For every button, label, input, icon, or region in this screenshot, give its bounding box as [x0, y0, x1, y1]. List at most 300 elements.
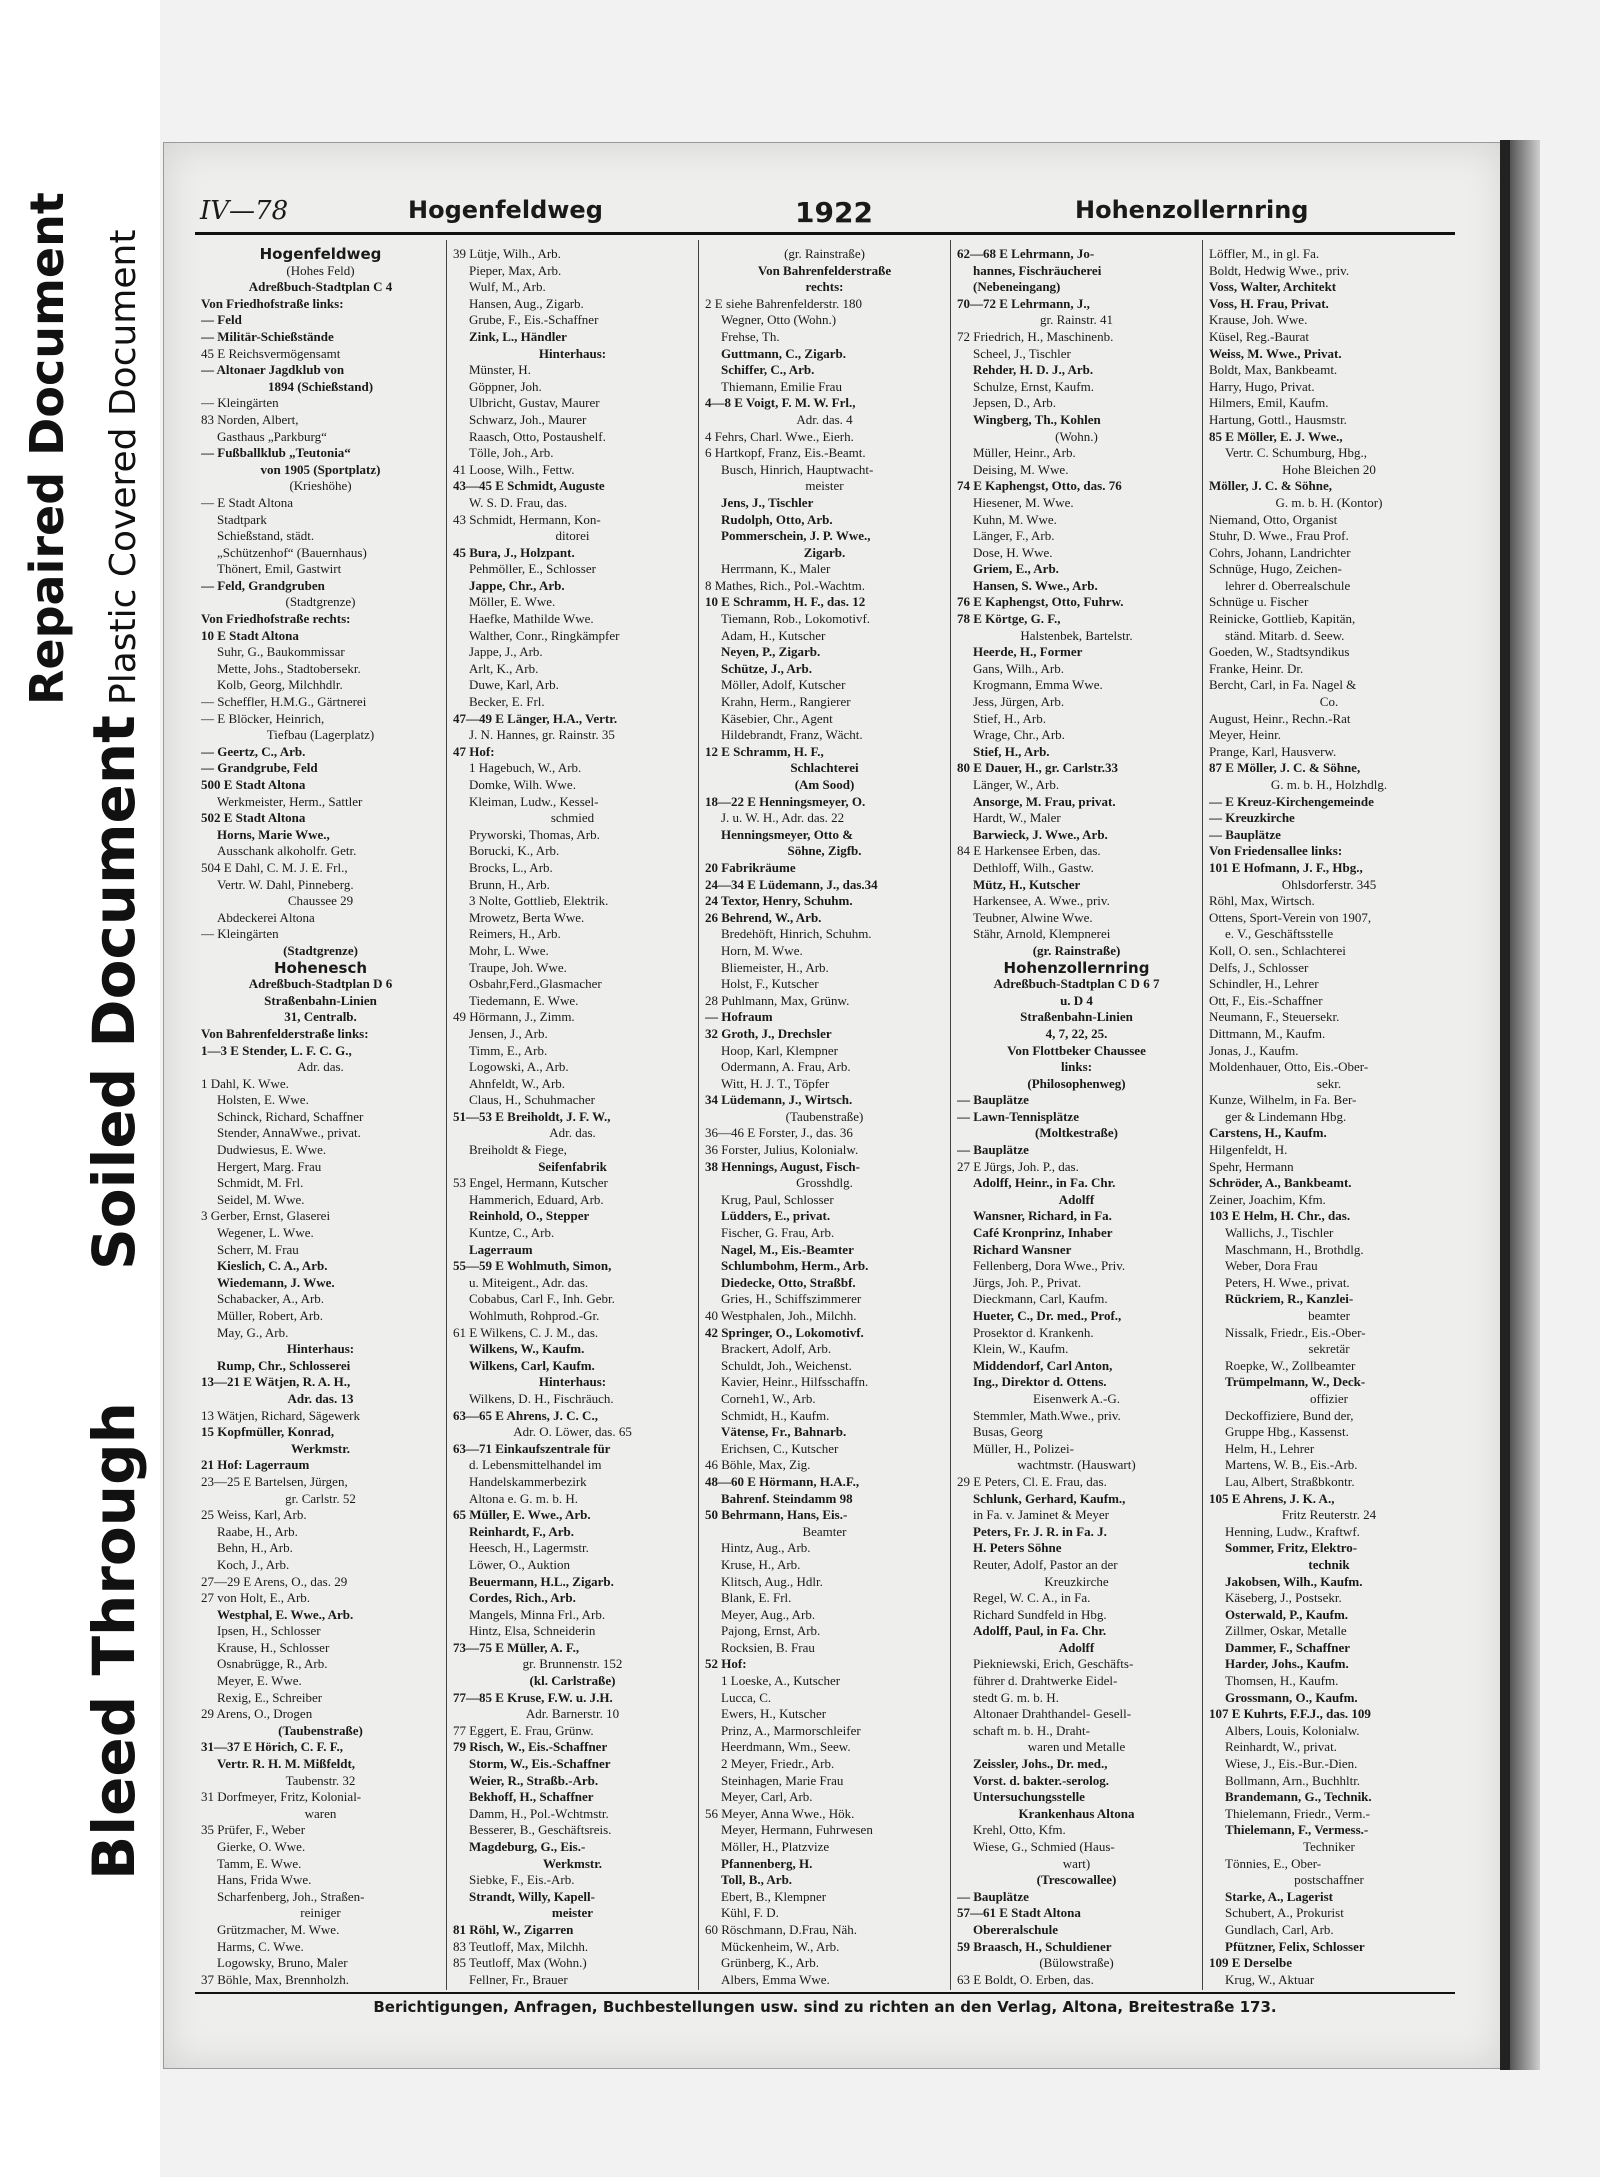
directory-entry: Schießstand, städt. — [217, 528, 315, 544]
directory-entry: Schinck, Richard, Schaffner — [217, 1108, 364, 1124]
directory-entry: Voss, H. Frau, Privat. — [1209, 295, 1329, 311]
directory-entry: Ewers, H., Kutscher — [721, 1706, 827, 1722]
directory-entry: Fischer, G. Frau, Arb. — [721, 1225, 835, 1241]
directory-entry: Harms, C. Wwe. — [217, 1938, 304, 1954]
directory-entry: Teubner, Alwine Wwe. — [973, 909, 1093, 925]
directory-entry: 3 Gerber, Ernst, Glaserei — [201, 1208, 331, 1224]
directory-entry: Ipsen, H., Schlosser — [217, 1623, 321, 1639]
directory-entry: 76 E Kaphengst, Otto, Fuhrw. — [957, 594, 1124, 610]
label-repaired: Repaired Document — [20, 192, 74, 705]
directory-entry: Rocksien, B. Frau — [721, 1639, 815, 1655]
directory-entry: Möller, Adolf, Kutscher — [721, 677, 846, 693]
directory-entry: Mrowetz, Berta Wwe. — [469, 909, 585, 925]
directory-entry: 47—49 E Länger, H.A., Vertr. — [453, 710, 618, 726]
directory-entry: Helm, H., Lehrer — [1225, 1440, 1315, 1456]
directory-entry: Cordes, Rich., Arb. — [469, 1590, 576, 1606]
directory-entry: (Taubenstraße) — [785, 1108, 864, 1124]
directory-entry: Reinhardt, F., Arb. — [469, 1523, 574, 1539]
directory-entry: Länger, F., Arb. — [973, 528, 1055, 544]
directory-entry: Bercht, Carl, in Fa. Nagel & — [1209, 677, 1357, 693]
directory-entry: Prange, Karl, Hausverw. — [1209, 743, 1337, 759]
directory-entry: Altonaer Drahthandel- Gesell- — [973, 1706, 1132, 1722]
directory-entry: Sommer, Fritz, Elektro- — [1225, 1540, 1358, 1556]
directory-entry: Jürgs, Joh. P., Privat. — [973, 1274, 1082, 1290]
directory-entry: Mangels, Minna Frl., Arb. — [469, 1606, 606, 1622]
directory-entry: Jepsen, D., Arb. — [973, 395, 1057, 411]
directory-entry: gr. Rainstr. 41 — [1040, 312, 1113, 328]
directory-entry: 55—59 E Wohlmuth, Simon, — [453, 1258, 612, 1274]
directory-entry: 13—21 E Wätjen, R. A. H., — [201, 1374, 351, 1390]
directory-entry: Stief, H., Arb. — [973, 710, 1046, 726]
directory-entry: Dethloff, Wilh., Gastw. — [973, 859, 1094, 875]
directory-entry: Tiedemann, E. Wwe. — [469, 992, 579, 1008]
directory-entry: Obereralschule — [973, 1921, 1058, 1937]
directory-entry: Vätense, Fr., Bahnarb. — [721, 1424, 847, 1440]
directory-entry: Hintz, Elsa, Schneiderin — [469, 1623, 596, 1639]
directory-entry: Hiesener, M. Wwe. — [973, 494, 1074, 510]
directory-entry: Grube, F., Eis.-Schaffner — [469, 312, 599, 328]
directory-entry: Kleiman, Ludw., Kessel- — [469, 793, 599, 809]
directory-entry: 36 Forster, Julius, Kolonialw. — [705, 1142, 859, 1158]
directory-entry: Magdeburg, G., Eis.- — [469, 1839, 586, 1854]
directory-entry: Wrage, Chr., Arb. — [973, 727, 1065, 743]
directory-entry: Krause, H., Schlosser — [217, 1639, 330, 1655]
column-2 — [447, 240, 699, 1990]
column-5 — [1203, 240, 1455, 1990]
directory-entry: Käseberg, J., Postsekr. — [1225, 1590, 1342, 1606]
directory-entry: Wallichs, J., Tischler — [1225, 1225, 1334, 1241]
directory-entry: Strandt, Willy, Kapell- — [469, 1888, 595, 1904]
directory-entry: wart) — [1062, 1855, 1091, 1871]
directory-entry: Rückriem, R., Kanzlei- — [1225, 1291, 1354, 1307]
directory-entry: Zink, L., Händler — [469, 328, 567, 344]
directory-entry: Schubert, A., Prokurist — [1225, 1905, 1344, 1921]
directory-entry: — Altonaer Jagdklub von — [201, 362, 345, 378]
directory-entry: 83 Teutloff, Max, Milchh. — [453, 1938, 589, 1954]
directory-entry: Halstenbek, Bartelstr. — [1020, 627, 1133, 643]
directory-entry: Brandemann, G., Technik. — [1225, 1789, 1372, 1805]
directory-entry: u. D 4 — [1060, 992, 1093, 1008]
directory-entry: 84 E Harkensee Erben, das. — [957, 843, 1101, 859]
directory-entry: d. Lebensmittelhandel im — [469, 1457, 602, 1473]
directory-entry: links: — [1060, 1059, 1093, 1075]
directory-entry: Söhne, Zigfb. — [787, 843, 862, 859]
directory-entry: Meyer, Carl, Arb. — [721, 1789, 813, 1805]
directory-entry: Thiemann, Emilie Frau — [721, 378, 842, 394]
directory-entry: Adreßbuch-Stadtplan C 4 — [248, 279, 393, 295]
directory-entry: Herrmann, K., Maler — [721, 561, 831, 577]
label-plastic-covered: Plastic Covered Document — [103, 229, 144, 705]
directory-entry: Meyer, Aug., Arb. — [721, 1606, 816, 1622]
directory-entry: Von Friedhofstraße links: — [201, 295, 344, 311]
directory-entry: Ausschank alkoholfr. Getr. — [217, 843, 357, 859]
directory-entry: Erichsen, C., Kutscher — [721, 1440, 839, 1456]
directory-entry: von 1905 (Sportplatz) — [260, 461, 381, 477]
directory-entry: Weier, R., Straßb.-Arb. — [469, 1772, 599, 1788]
directory-entry: Schlachterei — [790, 760, 859, 776]
directory-entry: Wiese, G., Schmied (Haus- — [973, 1839, 1115, 1854]
directory-entry: Hergert, Marg. Frau — [217, 1158, 322, 1174]
directory-entry: Möller, H., Platzvize — [721, 1839, 830, 1854]
header-rule — [195, 232, 1455, 235]
header-street-start: Hogenfeldweg — [408, 196, 603, 224]
directory-entry: waren und Metalle — [1027, 1739, 1126, 1755]
directory-entry: Pryworski, Thomas, Arb. — [469, 826, 600, 842]
directory-entry: Rump, Chr., Schlosserei — [217, 1357, 351, 1373]
directory-entry: Hansen, Aug., Zigarb. — [469, 295, 584, 311]
directory-entry — [1209, 1988, 1449, 1990]
directory-entry: Roepke, W., Zollbeamter — [1225, 1357, 1356, 1373]
directory-entry: Kreuzkirche — [1044, 1573, 1109, 1589]
directory-entry: Hueter, C., Dr. med., Prof., — [973, 1308, 1122, 1323]
directory-entry: Vertr. W. Dahl, Pinneberg. — [217, 876, 354, 892]
directory-entry: 4 Fehrs, Charl. Wwe., Eierh. — [705, 428, 854, 444]
directory-entry: Lüdders, E., privat. — [721, 1208, 831, 1224]
directory-entry: 87 E Möller, J. C. & Söhne, — [1209, 760, 1361, 776]
directory-entry: Stuhr, D. Wwe., Frau Prof. — [1209, 528, 1349, 544]
binding-edge — [1500, 140, 1510, 2070]
directory-entry: Pajong, Ernst, Arb. — [721, 1623, 821, 1639]
directory-entry: Pieper, Max, Arb. — [469, 262, 562, 278]
directory-entry: 24—34 E Lüdemann, J., das.34 — [705, 876, 878, 892]
directory-entry: 23—25 E Bartelsen, Jürgen, — [201, 1473, 348, 1489]
directory-entry: G. m. b. H. (Kontor) — [1275, 494, 1383, 510]
directory-entry: Stadtpark — [217, 511, 267, 527]
directory-entry: Neyen, P., Zigarb. — [721, 644, 821, 660]
directory-entry: Länger, W., Arb. — [973, 777, 1060, 792]
directory-entry: — Kleingärten — [201, 926, 279, 942]
directory-entry: Hohe Bleichen 20 — [1282, 461, 1376, 477]
directory-entry: Dittmann, M., Kaufm. — [1209, 1025, 1326, 1041]
directory-entry: — Fußballklub „Teutonia“ — [201, 445, 351, 461]
directory-entry: Westphal, E. Wwe., Arb. — [217, 1606, 354, 1622]
directory-entry: Ott, F., Eis.-Schaffner — [1209, 992, 1323, 1008]
directory-entry: (kl. Carlstraße) — [529, 1673, 616, 1689]
directory-entry: Seifenfabrik — [538, 1158, 607, 1174]
directory-entry: Schmidt, H., Kaufm. — [721, 1407, 830, 1423]
directory-entry: 36—46 E Forster, J., das. 36 — [705, 1125, 853, 1141]
directory-entry: 27 von Holt, E., Arb. — [201, 1590, 311, 1606]
directory-entry: Kruse, H., Arb. — [721, 1556, 801, 1572]
directory-entry: Barwieck, J. Wwe., Arb. — [973, 826, 1108, 842]
directory-entry: G. m. b. H., Holzhdlg. — [1270, 777, 1388, 792]
directory-entry: Osnabrügge, R., Arb. — [217, 1656, 328, 1672]
directory-entry: Mütz, H., Kutscher — [973, 876, 1081, 892]
directory-entry: Carstens, H., Kaufm. — [1209, 1125, 1327, 1141]
directory-entry: Café Kronprinz, Inhaber — [973, 1225, 1113, 1241]
directory-entry: Harder, Johs., Kaufm. — [1225, 1656, 1349, 1672]
directory-entry: reiniger — [300, 1905, 341, 1921]
directory-entry: Scharfenberg, Joh., Straßen- — [217, 1888, 365, 1904]
directory-entry: Müller, Heinr., Arb. — [973, 445, 1076, 461]
directory-entry: 41 Loose, Wilh., Fettw. — [453, 461, 575, 477]
directory-entry: 70—72 E Lehrmann, J., — [957, 295, 1090, 311]
directory-entry: Altona e. G. m. b. H. — [469, 1490, 579, 1506]
directory-entry: Klitsch, Aug., Hdlr. — [721, 1573, 823, 1589]
directory-entry: Münster, H. — [469, 362, 531, 378]
directory-entry: Wegner, Otto (Wohn.) — [721, 312, 837, 328]
directory-entry: Stemmler, Math.Wwe., priv. — [973, 1407, 1121, 1423]
directory-entry: Mückenheim, W., Arb. — [721, 1938, 840, 1954]
directory-entry: Pehmöller, E., Schlosser — [469, 561, 596, 577]
directory-entry: Claus, H., Schuhmacher — [469, 1092, 596, 1108]
directory-entry: 73—75 E Müller, A. F., — [453, 1639, 580, 1655]
directory-entry: Stähr, Arnold, Klempnerei — [973, 926, 1111, 942]
directory-entry: 83 Norden, Albert, — [201, 411, 299, 427]
directory-entry: Hardt, W., Maler — [973, 810, 1061, 826]
directory-entry: Wohlmuth, Rohprod.-Gr. — [469, 1308, 600, 1323]
directory-entry — [957, 1988, 1196, 1990]
directory-entry: Behn, H., Arb. — [217, 1540, 293, 1556]
directory-entry: Straßenbahn-Linien — [264, 992, 377, 1008]
directory-entry: Busch, Hinrich, Hauptwacht- — [721, 461, 874, 477]
directory-entry: Harkensee, A. Wwe., priv. — [973, 893, 1110, 909]
directory-entry: Schabacker, A., Arb. — [217, 1291, 325, 1307]
directory-entry: 81 Röhl, W., Zigarren — [453, 1921, 574, 1937]
directory-entry: Hintz, Aug., Arb. — [721, 1540, 811, 1556]
directory-entry: Hinterhaus: — [538, 345, 607, 361]
directory-entry: (Nebeneingang) — [973, 279, 1061, 295]
directory-entry: Werkmstr. — [542, 1855, 603, 1871]
directory-entry: Klein, W., Kaufm. — [973, 1341, 1069, 1357]
directory-entry: Rudolph, Otto, Arb. — [721, 511, 833, 527]
directory-entry: Schlumbohm, Herm., Arb. — [721, 1258, 869, 1274]
header-street-end: Hohenzollernring — [1075, 196, 1309, 224]
directory-entry: Traupe, Joh. Wwe. — [469, 959, 567, 975]
directory-entry: Adr. O. Löwer, das. 65 — [513, 1424, 632, 1440]
directory-entry: Delfs, J., Schlosser — [1209, 959, 1309, 975]
directory-entry: Kavier, Heinr., Hilfsschaffn. — [721, 1374, 869, 1390]
directory-entry: 48—60 E Hörmann, H.A.F., — [705, 1473, 860, 1489]
directory-entry: 20 Fabrikräume — [705, 859, 796, 875]
directory-entry: (Moltkestraße) — [1034, 1125, 1119, 1141]
directory-entry: (Stadtgrenze) — [283, 942, 358, 958]
directory-entry: Lagerraum — [469, 1241, 533, 1257]
directory-entry: Albers, Emma Wwe. — [721, 1971, 830, 1987]
directory-entry: 62—68 E Lehrmann, Jo- — [957, 246, 1095, 261]
directory-entry: J. N. Hannes, gr. Rainstr. 35 — [469, 727, 615, 743]
directory-entry: 59 Braasch, H., Schuldiener — [957, 1938, 1112, 1954]
directory-entry: Gierke, O. Wwe. — [217, 1839, 306, 1854]
directory-entry: 2 E siehe Bahrenfelderstr. 180 — [705, 295, 863, 311]
directory-entry: 2 Meyer, Friedr., Arb. — [721, 1756, 835, 1772]
directory-entry: — E Kreuz-Kirchengemeinde — [1209, 793, 1374, 809]
directory-entry: Käsebier, Chr., Agent — [721, 710, 833, 726]
directory-entry: 32 Groth, J., Drechsler — [705, 1025, 832, 1041]
directory-entry — [705, 1988, 944, 1990]
directory-entry: Adr. das. 13 — [287, 1390, 354, 1406]
directory-entry: Chaussee 29 — [287, 893, 354, 909]
directory-entry: 51—53 E Breiholdt, J. F. W., — [453, 1108, 611, 1124]
directory-entry: Adreßbuch-Stadtplan D 6 — [248, 976, 393, 992]
directory-entry: 31 Dorfmeyer, Fritz, Kolonial- — [201, 1789, 362, 1805]
directory-entry: Cohrs, Johann, Landrichter — [1209, 544, 1351, 560]
directory-entry: 10 E Schramm, H. F., das. 12 — [705, 594, 866, 610]
directory-entry: Middendorf, Carl Anton, — [973, 1357, 1113, 1373]
directory-entry: Prosektor d. Krankenh. — [973, 1324, 1094, 1340]
directory-entry: Thielemann, F., Vermess.- — [1225, 1822, 1369, 1838]
directory-entry: Hans, Frida Wwe. — [217, 1872, 312, 1888]
directory-entry: Gans, Wilh., Arb. — [973, 660, 1064, 676]
directory-entry: 78 E Körtge, G. F., — [957, 611, 1061, 627]
directory-entry: Heerdmann, Wm., Seew. — [721, 1739, 851, 1755]
directory-entry: schaft m. b. H., Draht- — [973, 1722, 1090, 1738]
directory-entry: waren — [304, 1805, 337, 1821]
directory-entry: Stief, H., Arb. — [973, 743, 1050, 759]
directory-entry: 21 Hof: Lagerraum — [201, 1457, 310, 1473]
directory-entry: Duwe, Karl, Arb. — [469, 677, 559, 693]
directory-entry: Reinhold, O., Stepper — [469, 1208, 590, 1224]
directory-entry: Diedecke, Otto, Straßbf. — [721, 1274, 856, 1290]
directory-entry: Gries, H., Schiffszimmerer — [721, 1291, 862, 1307]
directory-entry: 1 Loeske, A., Kutscher — [721, 1673, 841, 1689]
directory-entry: stedt G. m. b. H. — [973, 1689, 1059, 1705]
directory-entry: 25 Weiss, Karl, Arb. — [201, 1507, 307, 1523]
directory-entry: Krause, Joh. Wwe. — [1209, 312, 1308, 328]
directory-entry: Von Friedensallee links: — [1209, 843, 1343, 859]
directory-entry: Goeden, W., Stadtsyndikus — [1209, 644, 1350, 660]
directory-entry: (Taubenstraße) — [278, 1722, 363, 1738]
directory-entry: Spehr, Hermann — [1209, 1158, 1294, 1174]
directory-entry: Niemand, Otto, Organist — [1209, 511, 1338, 527]
directory-entry: Scheel, J., Tischler — [973, 345, 1071, 361]
directory-entry: 52 Hof: — [705, 1656, 747, 1672]
directory-entry: 56 Meyer, Anna Wwe., Hök. — [705, 1805, 855, 1821]
directory-entry: (gr. Rainstraße) — [1032, 942, 1121, 958]
page-number: IV—78 — [200, 196, 289, 226]
directory-entry: 109 E Derselbe — [1209, 1955, 1293, 1971]
directory-entry: 47 Hof: — [453, 743, 495, 759]
directory-entry: 43 Schmidt, Hermann, Kon- — [453, 511, 601, 527]
directory-entry: — Feld — [201, 312, 242, 328]
directory-entry: gr. Carlstr. 52 — [285, 1490, 356, 1506]
directory-entry: 12 E Schramm, H. F., — [705, 743, 824, 759]
directory-entry: Vertr. C. Schumburg, Hbg., — [1225, 445, 1368, 461]
directory-entry: Witt, H. J. T., Töpfer — [721, 1075, 830, 1091]
directory-entry: Pfannenberg, H. — [721, 1855, 813, 1871]
directory-entry: Gasthaus „Parkburg“ — [217, 428, 327, 444]
directory-entry: 3 Nolte, Gottlieb, Elektrik. — [469, 893, 609, 909]
directory-entry: Müller, H., Polizei- — [973, 1440, 1074, 1456]
directory-entry: rechts: — [805, 279, 844, 295]
directory-entry: Besserer, B., Geschäftsreis. — [469, 1822, 612, 1838]
directory-entry: (Philosophenweg) — [1027, 1075, 1126, 1091]
directory-entry: Von Flottbeker Chaussee — [1007, 1042, 1146, 1058]
directory-entry: 40 Westphalen, Joh., Milchh. — [705, 1308, 857, 1323]
directory-entry: Dudwiesus, E. Wwe. — [217, 1142, 327, 1158]
directory-entry: Möller, J. C. & Söhne, — [1209, 478, 1333, 494]
directory-entry: Ohlsdorferstr. 345 — [1281, 876, 1377, 892]
directory-entry: Henning, Ludw., Kraftwf. — [1225, 1523, 1360, 1539]
directory-entry: Peters, Fr. J. R. in Fa. J. — [973, 1523, 1107, 1539]
directory-entry: Beuermann, H.L., Zigarb. — [469, 1573, 614, 1589]
directory-entry: Wegener, L. Wwe. — [217, 1225, 314, 1241]
directory-entry: Kuntze, C., Arb. — [469, 1225, 555, 1241]
directory-entry: 103 E Helm, H. Chr., das. — [1209, 1208, 1351, 1224]
directory-entry: Maschmann, H., Brothdlg. — [1225, 1241, 1364, 1257]
directory-entry: Techniker — [1303, 1839, 1355, 1854]
directory-entry: Küsel, Reg.-Baurat — [1209, 328, 1310, 344]
directory-entry: Boldt, Max, Bankbeamt. — [1209, 362, 1338, 378]
directory-entry: gr. Brunnenstr. 152 — [522, 1656, 623, 1672]
directory-entry: Schiffer, C., Arb. — [721, 362, 815, 378]
directory-entry: August, Heinr., Rechn.-Rat — [1209, 710, 1351, 726]
directory-entry: 28 Puhlmann, Max, Grünw. — [705, 992, 850, 1008]
directory-entry: Ahnfeldt, W., Arb. — [469, 1075, 566, 1091]
directory-entry: Holst, F., Kutscher — [721, 976, 819, 992]
directory-entry: Krehl, Otto, Kfm. — [973, 1822, 1066, 1838]
directory-entry: Wilkens, Carl, Kaufm. — [469, 1357, 595, 1373]
directory-entry: Bahrenf. Steindamm 98 — [721, 1490, 853, 1506]
directory-entry: 31, Centralb. — [284, 1009, 357, 1025]
directory-entry: 4—8 E Voigt, F. M. W. Frl., — [705, 395, 856, 411]
directory-entry: Von Bahrenfelderstraße links: — [201, 1025, 369, 1041]
directory-entry: 13 Wätjen, Richard, Sägewerk — [201, 1407, 360, 1423]
directory-entry: Meyer, E. Wwe. — [217, 1673, 302, 1689]
directory-entry: 57—61 E Stadt Altona — [957, 1905, 1081, 1921]
directory-entry: postschaffner — [1294, 1872, 1364, 1888]
directory-entry: Timm, E., Arb. — [469, 1042, 548, 1058]
directory-entry: Storm, W., Eis.-Schaffner — [469, 1756, 611, 1772]
directory-entry: H. Peters Söhne — [973, 1540, 1062, 1556]
directory-entry: Dose, H. Wwe. — [973, 544, 1053, 560]
directory-entry: Osterwald, P., Kaufm. — [1225, 1606, 1349, 1622]
directory-entry: Boldt, Hedwig Wwe., priv. — [1209, 262, 1350, 278]
directory-entry — [201, 1988, 440, 1990]
directory-entry: Zeissler, Johs., Dr. med., — [973, 1756, 1108, 1772]
directory-columns — [195, 240, 1455, 1990]
directory-entry: Tiefbau (Lagerplatz) — [266, 727, 375, 743]
directory-entry: Rexig, E., Schreiber — [217, 1689, 323, 1705]
directory-entry: Heerde, H., Former — [973, 644, 1083, 660]
street-heading: Hogenfeldweg — [259, 246, 382, 263]
directory-entry: Wiese, J., Eis.-Bur.-Dien. — [1225, 1756, 1358, 1772]
directory-entry: Fellner, Fr., Brauer — [469, 1971, 568, 1987]
directory-entry: 18—22 E Henningsmeyer, O. — [705, 793, 866, 809]
directory-entry: Vertr. R. H. M. Mißfeldt, — [217, 1756, 356, 1772]
directory-entry: wachtmstr. (Hauswart) — [1017, 1457, 1136, 1473]
directory-entry: meister — [805, 478, 844, 494]
directory-entry: 27—29 E Arens, O., das. 29 — [201, 1573, 348, 1589]
directory-entry: Osbahr,Ferd.,Glasmacher — [469, 976, 602, 992]
directory-entry: Corneh1, W., Arb. — [721, 1390, 816, 1406]
directory-entry: Richard Wansner — [973, 1241, 1072, 1257]
directory-entry: offizier — [1309, 1390, 1349, 1406]
directory-entry: Guttmann, C., Zigarb. — [721, 345, 846, 361]
directory-entry: Von Bahrenfelderstraße — [757, 262, 892, 278]
directory-entry: Holsten, E. Wwe. — [217, 1092, 309, 1108]
directory-entry: — Grandgrube, Feld — [201, 760, 318, 776]
directory-entry: Müller, Robert, Arb. — [217, 1308, 323, 1323]
directory-entry: Griem, E., Arb. — [973, 561, 1059, 577]
page-header — [195, 196, 1455, 230]
directory-entry: 45 E Reichsvermögensamt — [201, 345, 341, 361]
directory-entry: 46 Böhle, Max, Zig. — [705, 1457, 811, 1473]
directory-entry: Lau, Albert, Straßbkontr. — [1225, 1473, 1355, 1489]
column-3 — [699, 240, 951, 1990]
directory-entry: Tönnies, E., Ober- — [1225, 1855, 1322, 1871]
directory-entry: 79 Risch, W., Eis.-Schaffner — [453, 1739, 608, 1755]
directory-entry: 8 Mathes, Rich., Pol.-Wachtm. — [705, 577, 865, 593]
directory-entry: Straßenbahn-Linien — [1020, 1009, 1133, 1025]
directory-entry: Gundlach, Carl, Arb. — [1225, 1921, 1334, 1937]
directory-entry: Krug, W., Aktuar — [1225, 1971, 1315, 1987]
directory-entry: Damm, H., Pol.-Wchtmstr. — [469, 1805, 609, 1821]
directory-entry: Martens, W. B., Eis.-Arb. — [1225, 1457, 1358, 1473]
directory-entry: 45 Bura, J., Holzpant. — [453, 544, 575, 560]
directory-entry: Bredehöft, Hinrich, Schuhm. — [721, 926, 872, 942]
directory-entry: Logowsky, Bruno, Maler — [217, 1955, 348, 1971]
